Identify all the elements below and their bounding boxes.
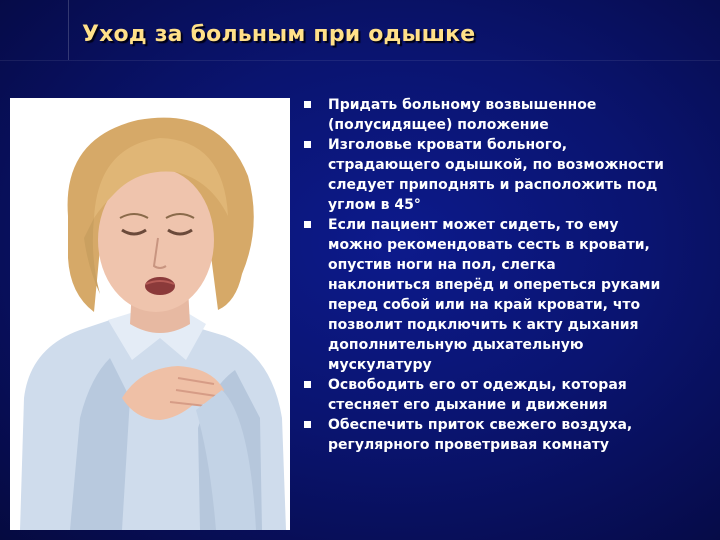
bullet-line: следует приподнять и расположить под (328, 177, 658, 193)
title-divider-vertical (68, 0, 69, 60)
bullet-line: позволит подключить к акту дыхания (328, 317, 639, 333)
bullet-line: Придать больному возвышенное (328, 97, 597, 113)
bullet-line: Обеспечить приток свежего воздуха, (328, 417, 633, 433)
bullet-line: страдающего одышкой, по возможности (328, 157, 664, 173)
bullet-item (304, 135, 714, 215)
bullet-item (304, 375, 714, 415)
slide-title: Уход за больным при одышке (82, 22, 476, 47)
title-divider-horizontal (0, 60, 720, 61)
bullet-line: дополнительную дыхательную (328, 337, 584, 353)
bullet-item (304, 215, 714, 375)
bullet-line: перед собой или на край кровати, что (328, 297, 641, 313)
bullet-line: Изголовье кровати больного, (328, 137, 568, 153)
bullet-item (304, 95, 714, 135)
woman-holding-chest-photo (10, 98, 290, 530)
square-bullet-icon (304, 381, 311, 388)
bullet-line: регулярного проветривая комнату (328, 437, 610, 453)
square-bullet-icon (304, 421, 311, 428)
bullet-line: Если пациент может сидеть, то ему (328, 217, 619, 233)
square-bullet-icon (304, 221, 311, 228)
bullet-line: Освободить его от одежды, которая (328, 377, 627, 393)
bullet-line: (полусидящее) положение (328, 117, 549, 133)
square-bullet-icon (304, 101, 311, 108)
bullet-list (304, 95, 714, 455)
bullet-line: опустив ноги на пол, слегка (328, 257, 556, 273)
bullet-line: мускулатуру (328, 357, 432, 373)
bullet-line: углом в 45° (328, 197, 421, 213)
bullet-line: стесняет его дыхание и движения (328, 397, 608, 413)
bullet-line: можно рекомендовать сесть в кровати, (328, 237, 650, 253)
bullet-item (304, 415, 714, 455)
bullet-line: наклониться вперёд и опереться руками (328, 277, 661, 293)
square-bullet-icon (304, 141, 311, 148)
